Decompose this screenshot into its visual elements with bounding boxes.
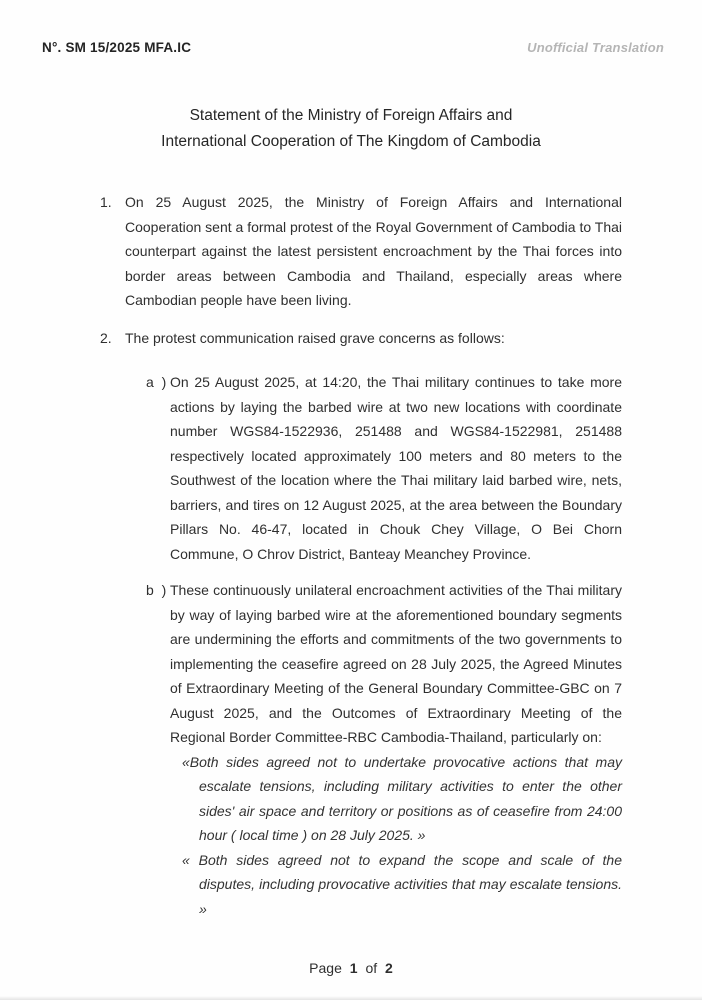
unofficial-translation-note: Unofficial Translation — [527, 40, 664, 55]
sub-item-a — [146, 370, 622, 566]
list-item-1-text: On 25 August 2025, the Ministry of Foreign Affairs and International Cooperation sent a formal protest of the Royal Government of Cambodia to Thai counterpart against the latest persistent encroachment by the Thai forces into border areas between Cambodia and Thailand, especially areas where Cambodian people have been living. — [125, 194, 623, 308]
sub-item-a-text: On 25 August 2025, at 14:20, the Thai military continues to take more actions by laying the barbed wire at two new locations with coordinate number WGS84-1522936, 251488 and WGS84-1522981, 251488 respectively located approximately 100 meters and 80 meters to the Southwest of the location where the Thai military laid barbed wire, nets, barriers, and tires on 12 August 2025, at the area between the Boundary Pillars No. 46-47, located in Chouk Chey Village, O Bei Chorn Commune, O Chrov District, Banteay Meanchey Province. — [170, 374, 622, 562]
footer-page-label: Page — [309, 960, 342, 976]
list-item-2 — [100, 326, 622, 351]
sub-item-b-text: These continuously unilateral encroachment activities of the Thai military by way of laying barbed wire at the aforementioned boundary segments are undermining the efforts and commitments of the two governments to implementing the ceasefire agreed on 28 July 2025, the Agreed Minutes of Extraordinary Meeting of the General Boundary Committee-GBC on 7 August 2025, and the Outcomes of Extraordinary Meeting of the Regional Border Committee-RBC Cambodia-Thailand, particularly on: — [170, 582, 622, 745]
ceasefire-quote-1: «Both sides agreed not to undertake provocative actions that may escalate tensions, including military activities to enter the other sides' air space and territory or positions as of ceasefire from 24:00 hour ( local time ) on 28 July 2025. » — [182, 753, 622, 843]
list-item-2-number: 2. — [100, 329, 112, 346]
footer-page-current: 1 — [349, 960, 358, 976]
document-title-line1: Statement of the Ministry of Foreign Affairs and — [189, 107, 513, 124]
list-item-1-number: 1. — [100, 194, 112, 210]
list-item-1 — [100, 190, 622, 313]
sub-item-b-content — [170, 578, 622, 921]
document-title-line2: International Cooperation of The Kingdom of Cambodia — [161, 133, 541, 150]
ceasefire-quote-2: « Both sides agreed not to expand the scope and scale of the disputes, including provocative activities that may escalate tensions. » — [182, 851, 622, 917]
footer-of-label: of — [365, 960, 378, 976]
list-item-2-text: The protest communication raised grave concerns as follows: — [125, 329, 505, 346]
document-reference-number: N°. SM 15/2025 MFA.IC — [42, 40, 192, 55]
sub-item-a-label: a ) — [146, 374, 169, 390]
page-number-footer — [0, 960, 702, 976]
document-header — [42, 40, 664, 55]
sub-item-b-label: b ) — [146, 582, 169, 598]
footer-page-total: 2 — [385, 960, 393, 976]
document-title — [0, 103, 702, 155]
sub-item-b — [146, 578, 622, 921]
document-body — [100, 190, 622, 921]
